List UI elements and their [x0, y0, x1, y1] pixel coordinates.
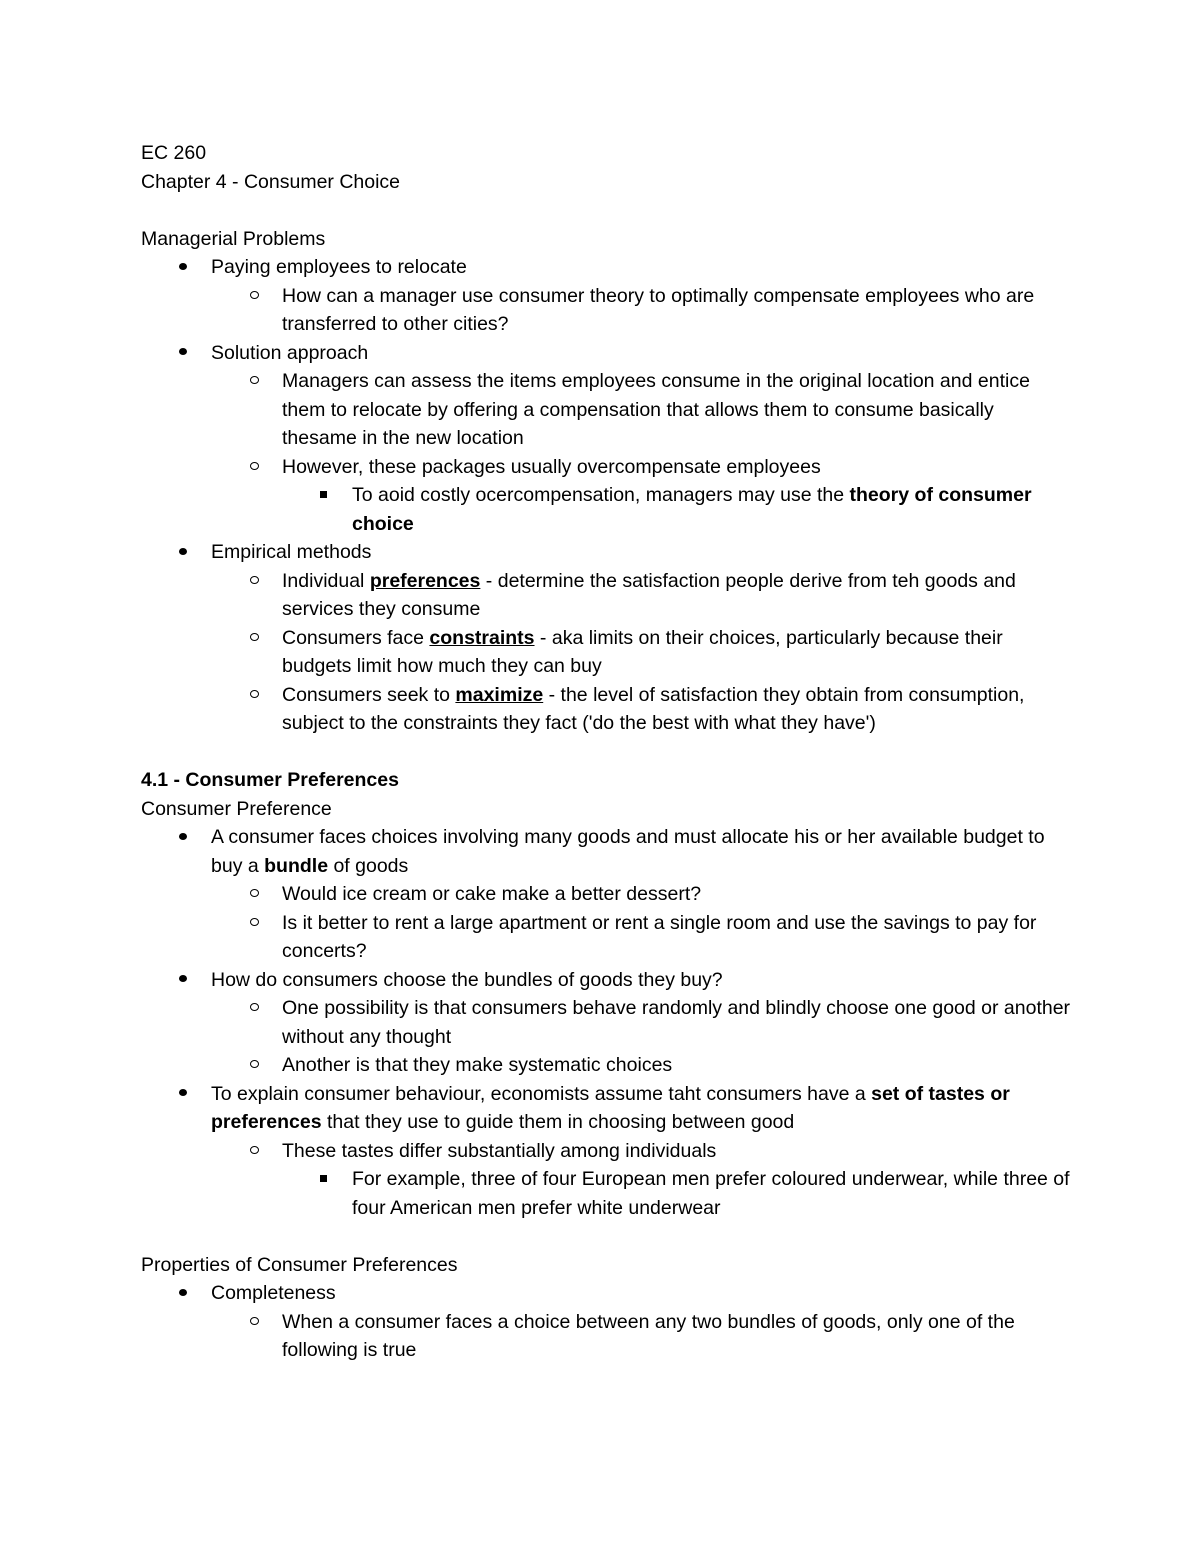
- filled-circle-bullet-icon: [173, 538, 193, 567]
- hollow-circle-bullet-icon: [244, 1308, 264, 1337]
- list-item: How do consumers choose the bundles of goods they buy?: [141, 966, 1071, 995]
- bold-term: set of tastes or preferences: [211, 1082, 1010, 1133]
- list-item: Solution approach: [141, 339, 1071, 368]
- filled-circle-bullet-icon: [173, 966, 193, 995]
- list-item: To aoid costly ocercompensation, managers may use the theory of consumer choice: [141, 481, 1071, 538]
- underlined-term: maximize: [455, 683, 544, 706]
- hollow-circle-bullet-icon: [244, 1137, 264, 1166]
- list-item: A consumer faces choices involving many goods and must allocate his or her available budget to buy a bundle of goods: [141, 823, 1071, 880]
- list-item: When a consumer faces a choice between any two bundles of goods, only one of the following is true: [141, 1308, 1071, 1365]
- hollow-circle-bullet-icon: [244, 909, 264, 938]
- list-item: These tastes differ substantially among individuals: [141, 1137, 1071, 1166]
- list-item: Another is that they make systematic choices: [141, 1051, 1071, 1080]
- list-item: Consumers face constraints - aka limits on their choices, particularly because their budgets limit how much they can buy: [141, 624, 1071, 681]
- hollow-circle-bullet-icon: [244, 994, 264, 1023]
- section-heading-properties: Properties of Consumer Preferences: [141, 1253, 458, 1276]
- list-item: Consumers seek to maximize - the level of satisfaction they obtain from consumption, subject to the constraints they fact ('do the best with what they have'): [141, 681, 1071, 738]
- section-heading-4-1: 4.1 - Consumer Preferences: [141, 769, 399, 791]
- list-item: Would ice cream or cake make a better dessert?: [141, 880, 1071, 909]
- square-bullet-icon: [313, 481, 333, 510]
- chapter-title: Chapter 4 - Consumer Choice: [141, 170, 401, 193]
- list-item: One possibility is that consumers behave randomly and blindly choose one good or another without any thought: [141, 994, 1071, 1051]
- list-item: Is it better to rent a large apartment or rent a single room and use the savings to pay for concerts?: [141, 909, 1071, 966]
- filled-circle-bullet-icon: [173, 339, 193, 368]
- subheading-consumer-preference: Consumer Preference: [141, 797, 332, 820]
- filled-circle-bullet-icon: [173, 1080, 193, 1109]
- filled-circle-bullet-icon: [173, 253, 193, 282]
- hollow-circle-bullet-icon: [244, 624, 264, 653]
- underlined-term: constraints: [429, 626, 535, 649]
- list-item: For example, three of four European men prefer coloured underwear, while three of four American men prefer white underwear: [141, 1165, 1071, 1222]
- list-item: To explain consumer behaviour, economists assume taht consumers have a set of tastes or preferences that they use to guide them in choosing between good: [141, 1080, 1071, 1137]
- hollow-circle-bullet-icon: [244, 567, 264, 596]
- hollow-circle-bullet-icon: [244, 1051, 264, 1080]
- bold-term: theory of consumer choice: [352, 484, 1032, 535]
- managerial-list: [141, 253, 1071, 738]
- hollow-circle-bullet-icon: [244, 880, 264, 909]
- list-item: Completeness: [141, 1279, 1071, 1308]
- section-heading-managerial: Managerial Problems: [141, 227, 326, 250]
- spacer: [141, 196, 1071, 225]
- list-item: Paying employees to relocate: [141, 253, 1071, 282]
- list-item: How can a manager use consumer theory to optimally compensate employees who are transferred to other cities?: [141, 282, 1071, 339]
- square-bullet-icon: [313, 1165, 333, 1194]
- list-item: However, these packages usually overcompensate employees: [141, 453, 1071, 482]
- hollow-circle-bullet-icon: [244, 367, 264, 396]
- document-content: [141, 139, 1071, 1365]
- hollow-circle-bullet-icon: [244, 453, 264, 482]
- hollow-circle-bullet-icon: [244, 681, 264, 710]
- course-title: EC 260: [141, 142, 207, 164]
- spacer: [141, 738, 1071, 767]
- list-item: Individual preferences - determine the satisfaction people derive from teh goods and services they consume: [141, 567, 1071, 624]
- hollow-circle-bullet-icon: [244, 282, 264, 311]
- spacer: [141, 1222, 1071, 1251]
- properties-list: [141, 1279, 1071, 1365]
- consumer-preference-list: [141, 823, 1071, 1222]
- list-item: Empirical methods: [141, 538, 1071, 567]
- filled-circle-bullet-icon: [173, 823, 193, 852]
- bold-term: bundle: [264, 854, 329, 877]
- filled-circle-bullet-icon: [173, 1279, 193, 1308]
- list-item: Managers can assess the items employees consume in the original location and entice them to relocate by offering a compensation that allows them to consume basically thesame in the new location: [141, 367, 1071, 453]
- underlined-term: preferences: [369, 569, 481, 592]
